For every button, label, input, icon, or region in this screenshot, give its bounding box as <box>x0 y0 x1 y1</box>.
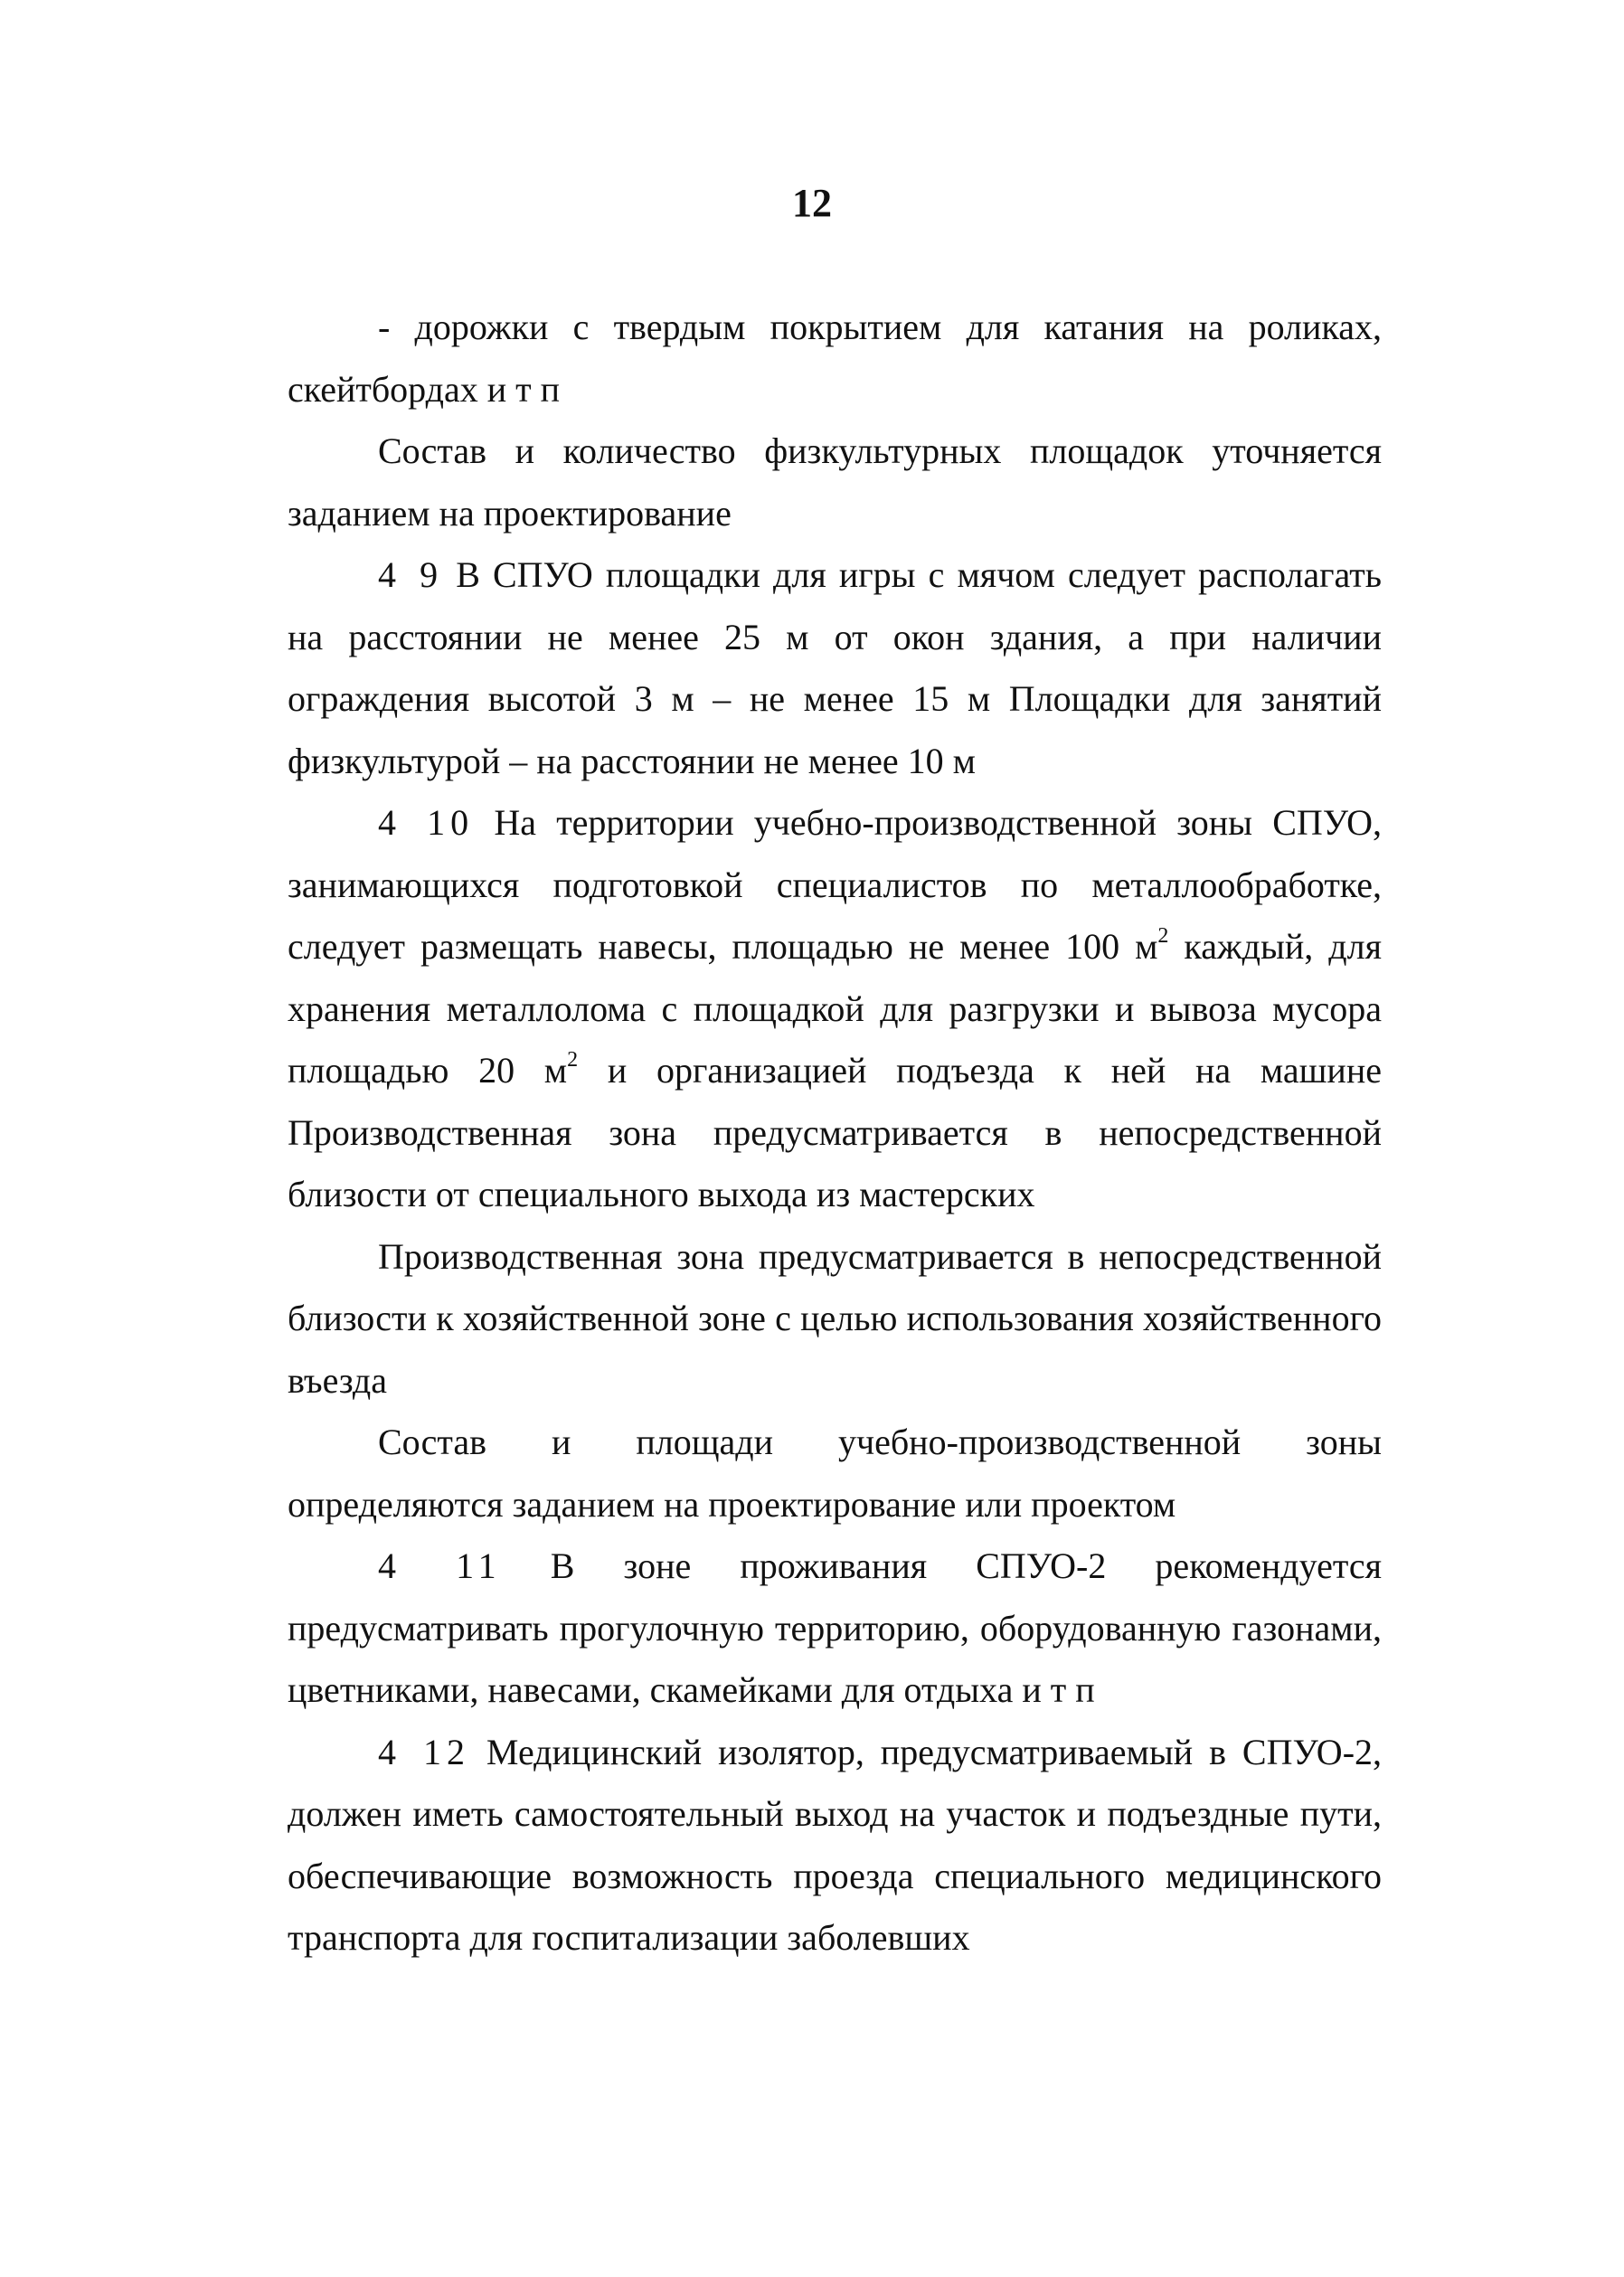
clause-number: 4 9 <box>378 554 444 595</box>
paragraph-production-zone-composition: Состав и площади учебно-производственной зоны определяются заданием на проектирование или проектом <box>288 1422 1382 1525</box>
clause-text: В зоне проживания СПУО-2 рекомендуется предусматривать прогулочную территорию, оборудованную газонами, цветниками, навесами, скамейками для отдыха и т п <box>288 1545 1383 1710</box>
paragraph-4-11 <box>288 1535 1382 1722</box>
clause-text: В СПУО площадки для игры с мячом следует располагать на расстоянии не менее 25 м от окон здания, а при наличии ограждения высотой 3 м – не менее 15 м Площадки для занятий физкультурой – на расстоянии не менее 10 м <box>288 554 1382 781</box>
superscript-squared: 2 <box>567 1048 579 1072</box>
document-body <box>288 297 1382 1970</box>
clause-number: 4 12 <box>378 1731 470 1772</box>
clause-text: каждый, для хранения металлолома с площадкой для разгрузки и вывоза мусора площадью 20 м <box>288 926 1383 1091</box>
paragraph-4-10 <box>288 792 1382 1226</box>
paragraph-tracks-item: - дорожки с твердым покрытием для катания на роликах, скейтбордах и т п <box>288 307 1382 410</box>
paragraph-4-12 <box>288 1722 1382 1970</box>
page-number: 12 <box>792 181 832 225</box>
paragraph-4-9 <box>288 544 1382 792</box>
clause-text: и организацией подъезда к ней на машине Производственная зона предусматривается в непосредственной близости от специального выхода из мастерских <box>288 1050 1382 1214</box>
clause-text: На территории учебно-производственной зоны СПУО, занимающихся подготовкой специалистов по металлообработке, следует размещать навесы, площадью не менее 100 м <box>288 802 1383 967</box>
paragraph-sports-grounds-composition: Состав и количество физкультурных площадок уточняется заданием на проектирование <box>288 430 1382 534</box>
clause-number: 4 10 <box>378 802 475 843</box>
clause-number: 4 11 <box>378 1545 502 1586</box>
superscript-squared: 2 <box>1157 924 1169 948</box>
paragraph-production-zone: Производственная зона предусматривается в непосредственной близости к хозяйственной зоне с целью использования хозяйственного въезда <box>288 1235 1382 1401</box>
clause-text: Медицинский изолятор, предусматриваемый в СПУО-2, должен иметь самостоятельный выход на участок и подъездные пути, обеспечивающие возможность проезда специального медицинского транспорта для госпитализации заболевших <box>288 1731 1383 1958</box>
